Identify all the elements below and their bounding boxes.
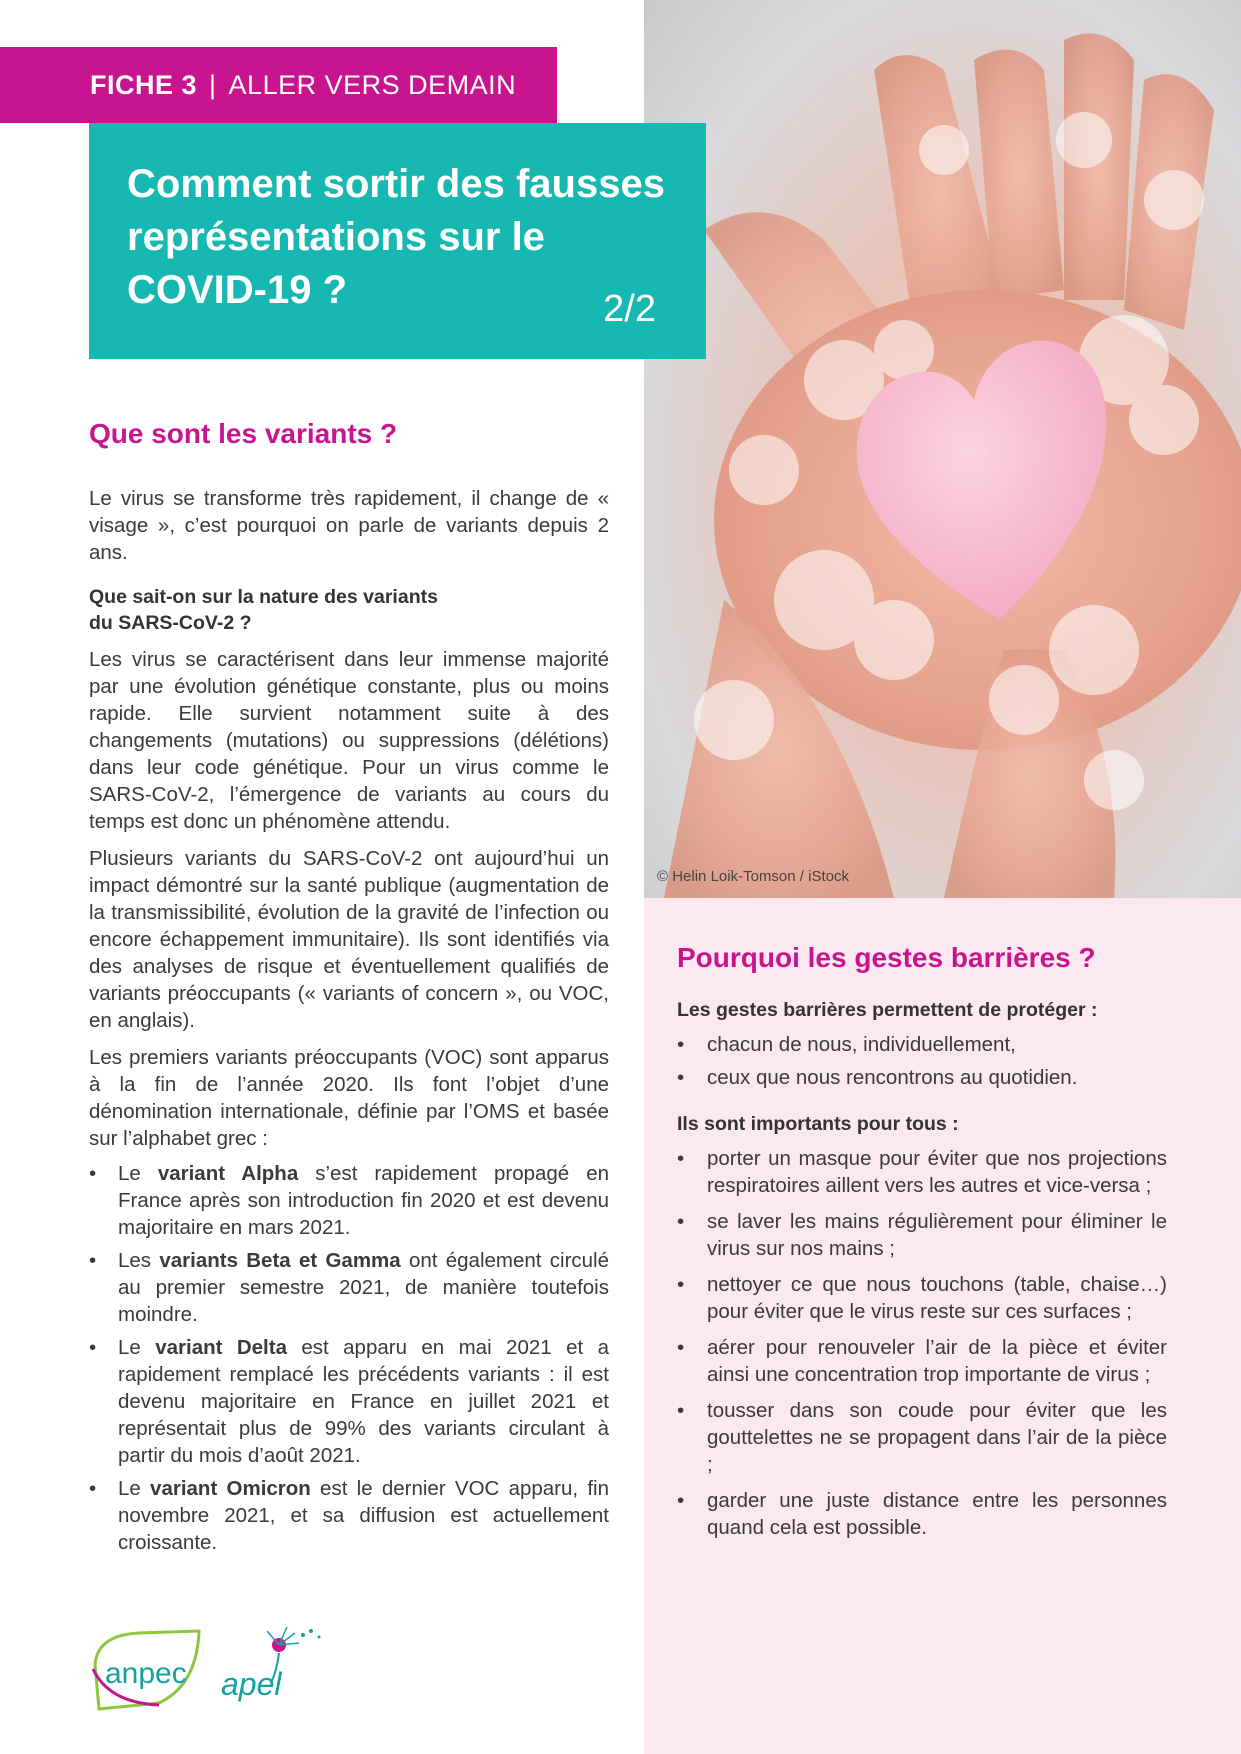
item-text: chacun de nous, individuellement, [707, 1033, 1016, 1056]
item-text: tousser dans son coude pour éviter que les gouttelettes ne se propagent dans l’air de la pièce ; [707, 1399, 1167, 1476]
fiche-number: FICHE 3 [90, 69, 198, 100]
list-item [677, 1334, 1167, 1388]
list-item [677, 1064, 1167, 1091]
bullet-icon: • [677, 1336, 685, 1359]
gestes-heading: Pourquoi les gestes barrières ? [677, 942, 1096, 973]
logos [89, 1625, 349, 1715]
item-text: est le dernier VOC apparu, fin novembre 2021, et sa diffusion est actuellement croissante. [118, 1477, 609, 1554]
variants-heading: Que sont les variants ? [89, 418, 398, 449]
protect-list [677, 1031, 1167, 1091]
item-text: Le [118, 1336, 156, 1359]
variants-subheading-line1: Que sait-on sur la nature des variants [89, 586, 438, 608]
bullet-icon: • [677, 1489, 685, 1512]
variants-paragraph-1: Les virus se caractérisent dans leur immense majorité par une évolution génétique constante, plus ou moins rapide. Elle survient notamment suite à des changements (mutations) ou suppressions (délétions) dans leur code génétique. Pour un virus comme le SARS-CoV-2, l’émergence de variants au cours du temps est donc un phénomène attendu. [89, 648, 609, 833]
item-bold: variants Beta et Gamma [159, 1249, 401, 1272]
logos-svg [89, 1625, 349, 1715]
bullet-icon: • [89, 1477, 97, 1500]
important-list [677, 1145, 1167, 1541]
list-item [89, 1247, 609, 1328]
page-title: Comment sortir des fausses représentations sur le COVID-19 ? [127, 162, 665, 312]
variants-paragraph-2: Plusieurs variants du SARS-CoV-2 ont aujourd’hui un impact démontré sur la santé publique (augmentation de la transmissibilité, évolution de la gravité de l’infection ou encore échappement immunitaire). Ils sont identifiés via des analyses de risque et éventuellement qualifiés de variants préoccupants (« variants of concern », ou VOC, en anglais). [89, 847, 609, 1032]
anpec-logo-text: anpec [105, 1657, 187, 1690]
bullet-icon: • [677, 1399, 685, 1422]
bullet-icon: • [677, 1066, 685, 1089]
item-text: garder une juste distance entre les personnes quand cela est possible. [707, 1489, 1167, 1539]
gestes-section [677, 944, 1167, 1541]
variants-subheading [89, 584, 609, 636]
page-number: 2/2 [603, 288, 656, 330]
variants-paragraph-3: Les premiers variants préoccupants (VOC) sont apparus à la fin de l’année 2020. Ils font l’objet d’une dénomination internationale, définie par l’OMS et basée sur l’alphabet grec : [89, 1046, 609, 1150]
list-item [677, 1397, 1167, 1478]
item-text: s’est rapidement propagé en France après son introduction fin 2020 et est devenu majoritaire en mars 2021. [118, 1162, 610, 1239]
list-item [677, 1145, 1167, 1199]
list-item [677, 1271, 1167, 1325]
variants-section [89, 420, 609, 1556]
fiche-header-bar [0, 47, 557, 123]
list-item [89, 1475, 609, 1556]
item-text: nettoyer ce que nous touchons (table, chaise…) pour éviter que le virus reste sur ces surfaces ; [707, 1273, 1167, 1323]
list-item [677, 1031, 1167, 1058]
list-item [89, 1334, 609, 1469]
photo-credit: © Helin Loik-Tomson / iStock [657, 868, 849, 885]
variants-list [89, 1160, 609, 1556]
item-text: ceux que nous rencontrons au quotidien. [707, 1066, 1078, 1089]
item-text: Le [118, 1477, 151, 1500]
bullet-icon: • [677, 1273, 685, 1296]
item-text: porter un masque pour éviter que nos projections respiratoires aillent vers les autres et vice-versa ; [707, 1147, 1167, 1197]
anpec-logo-icon [93, 1631, 199, 1709]
bullet-icon: • [677, 1033, 685, 1056]
hands-soap-photo [644, 0, 1241, 898]
list-item [89, 1160, 609, 1241]
apel-logo-text: apel [221, 1666, 282, 1702]
item-text: Les [118, 1249, 160, 1272]
bullet-icon: • [677, 1147, 685, 1170]
apel-logo-icon [221, 1627, 321, 1702]
list-item [677, 1487, 1167, 1541]
item-text: ont également circulé au premier semestre 2021, de manière toutefois moindre. [118, 1249, 610, 1326]
protect-label: Les gestes barrières permettent de protéger : [677, 999, 1098, 1021]
item-text: se laver les mains régulièrement pour éliminer le virus sur nos mains ; [707, 1210, 1167, 1260]
photo-illustration [644, 0, 1241, 898]
list-item [677, 1208, 1167, 1262]
item-text: aérer pour renouveler l’air de la pièce et éviter ainsi une concentration trop importante de virus ; [707, 1336, 1167, 1386]
variants-intro: Le virus se transforme très rapidement, il change de « visage », c’est pourquoi on parle de variants depuis 2 ans. [89, 487, 609, 564]
item-bold: variant Omicron [150, 1477, 311, 1500]
item-bold: variant Delta [155, 1336, 287, 1359]
bullet-icon: • [89, 1249, 97, 1272]
item-text: Le [118, 1162, 158, 1185]
bullet-icon: • [89, 1162, 97, 1185]
important-label: Ils sont importants pour tous : [677, 1113, 959, 1135]
item-text: est apparu en mai 2021 et a rapidement remplacé les précédents variants : il est devenu majoritaire en France en juillet 2021 et représentait plus de 99% des variants circulant à partir du mois d’août 2021. [118, 1336, 609, 1467]
bullet-icon: • [89, 1336, 97, 1359]
fiche-section: ALLER VERS DEMAIN [228, 69, 517, 100]
fiche-separator: | [209, 69, 217, 100]
variants-subheading-line2: du SARS-CoV-2 ? [89, 612, 252, 634]
bullet-icon: • [677, 1210, 685, 1233]
title-box [89, 123, 706, 359]
item-bold: variant Alpha [157, 1162, 299, 1185]
